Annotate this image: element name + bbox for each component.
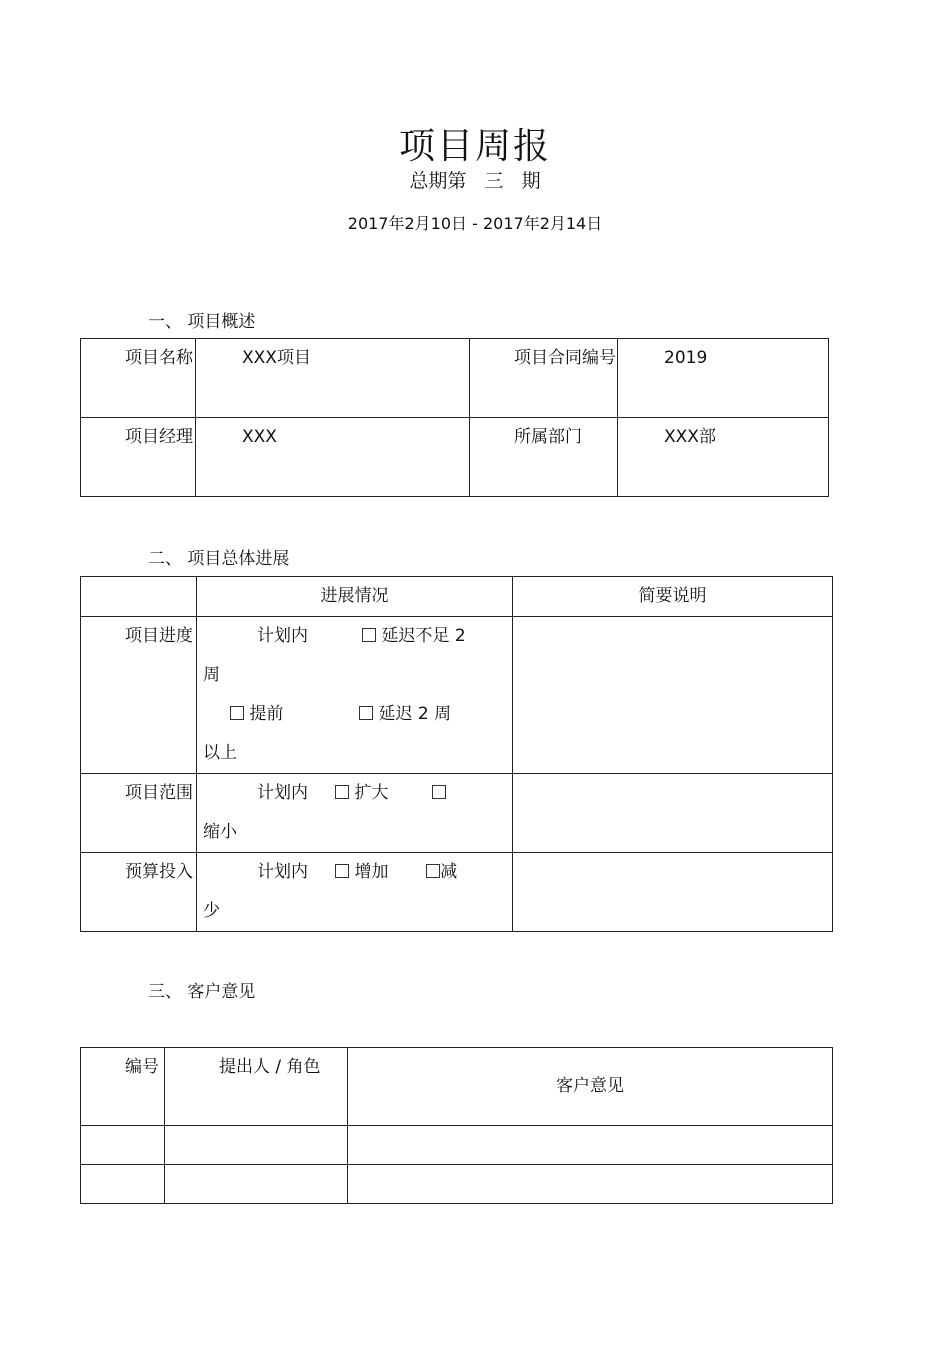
budget-label: 预算投入 (81, 853, 197, 932)
column-header-opinion: 客户意见 (348, 1048, 833, 1126)
contract-number-value: 2019 (618, 339, 829, 418)
option-line: 周 (203, 665, 220, 685)
person-role-cell[interactable] (165, 1165, 348, 1204)
budget-notes[interactable] (513, 853, 833, 932)
checkbox[interactable] (335, 785, 349, 799)
table-row (81, 418, 829, 497)
option-on-plan: 计划内 (203, 862, 336, 882)
number-cell[interactable] (81, 1126, 165, 1165)
checkbox[interactable] (230, 706, 244, 720)
option-delay-over-2-weeks: 延迟 2 周 (373, 704, 452, 724)
checkbox[interactable] (359, 706, 373, 720)
department-value: XXX部 (618, 418, 829, 497)
scope-label: 项目范围 (81, 774, 197, 853)
option-line (203, 853, 512, 892)
option-delay-under-2-weeks: 延迟不足 2 (376, 626, 466, 646)
checkbox[interactable] (362, 628, 376, 642)
number-cell[interactable] (81, 1165, 165, 1204)
checkbox[interactable] (426, 864, 440, 878)
table-row (81, 339, 829, 418)
option-line (203, 774, 512, 813)
date-range: 2017年2月10日 - 2017年2月14日 (347, 214, 603, 233)
table-row (81, 1126, 833, 1165)
schedule-label: 项目进度 (81, 617, 197, 774)
opinion-cell[interactable] (348, 1126, 833, 1165)
table-row (81, 774, 833, 853)
option-line: 少 (203, 901, 220, 921)
page-title: 项目周报 (398, 126, 551, 167)
project-manager-value: XXX (196, 418, 470, 497)
option-increase: 增加 (349, 862, 427, 882)
contract-number-label: 项目合同编号 (470, 339, 618, 418)
empty-header-cell (81, 577, 197, 617)
option-expanded: 扩大 (349, 783, 432, 803)
project-name-value: XXX项目 (196, 339, 470, 418)
progress-table (80, 576, 833, 932)
section-heading-progress: 二、 项目总体进展 (148, 549, 290, 569)
option-decrease: 减 (440, 862, 458, 882)
scope-notes[interactable] (513, 774, 833, 853)
column-header-notes: 简要说明 (513, 577, 833, 617)
option-line (203, 617, 512, 656)
scope-options (197, 774, 513, 853)
column-header-status: 进展情况 (197, 577, 513, 617)
option-ahead: 提前 (244, 704, 284, 724)
option-line: 以上 (203, 743, 237, 763)
table-header-row (81, 1048, 833, 1126)
schedule-options (197, 617, 513, 774)
table-row (81, 853, 833, 932)
section-heading-overview: 一、 项目概述 (148, 312, 256, 332)
option-reduced: 缩小 (203, 822, 237, 842)
issue-number: 总期第 三 期 (409, 170, 541, 192)
project-manager-label: 项目经理 (81, 418, 196, 497)
department-label: 所属部门 (470, 418, 618, 497)
option-on-plan: 计划内 (203, 626, 363, 646)
table-row (81, 1165, 833, 1204)
schedule-notes[interactable] (513, 617, 833, 774)
table-row (81, 617, 833, 774)
checkbox[interactable] (432, 785, 446, 799)
column-header-number: 编号 (81, 1048, 165, 1126)
section-heading-feedback: 三、 客户意见 (148, 982, 256, 1002)
option-on-plan: 计划内 (203, 783, 336, 803)
table-header-row (81, 577, 833, 617)
overview-table (80, 338, 829, 497)
column-header-person-role: 提出人 / 角色 (165, 1048, 348, 1126)
project-name-label: 项目名称 (81, 339, 196, 418)
feedback-table (80, 1047, 833, 1204)
budget-options (197, 853, 513, 932)
person-role-cell[interactable] (165, 1126, 348, 1165)
checkbox[interactable] (335, 864, 349, 878)
option-line (203, 695, 512, 734)
opinion-cell[interactable] (348, 1165, 833, 1204)
